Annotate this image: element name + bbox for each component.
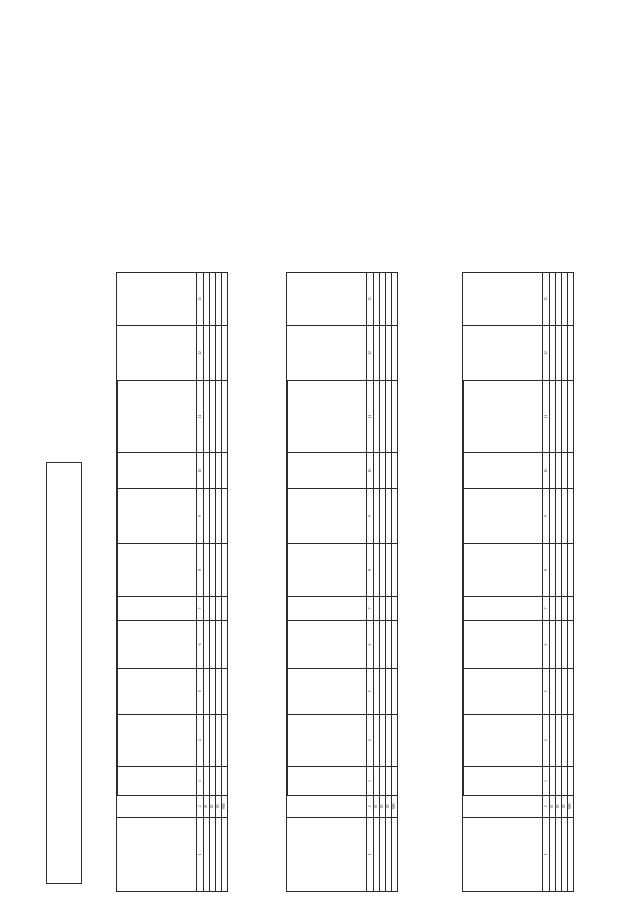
x-mark <box>392 668 398 714</box>
x-mark <box>222 596 228 620</box>
column-number: 8 <box>543 544 550 597</box>
x-mark <box>568 620 574 668</box>
column-number: 2 <box>197 796 204 818</box>
column-header <box>288 453 367 489</box>
table-cell[interactable] <box>222 325 228 380</box>
line-code: 900 <box>568 796 574 818</box>
formula-box <box>46 462 82 884</box>
x-mark <box>222 668 228 714</box>
column-number: 12 <box>367 325 374 380</box>
column-number: 13 <box>367 273 374 326</box>
x-mark <box>222 714 228 767</box>
column-number: 5 <box>367 668 374 714</box>
column-header <box>118 489 197 544</box>
column-header <box>288 714 367 767</box>
column-header <box>117 325 197 380</box>
column-number: 6 <box>197 620 204 668</box>
x-mark <box>568 714 574 767</box>
column-header <box>464 767 543 796</box>
table-cell[interactable] <box>222 381 228 453</box>
column-header <box>288 668 367 714</box>
column-header <box>117 817 197 891</box>
table-cell[interactable] <box>568 273 574 326</box>
column-header <box>288 596 367 620</box>
column-header <box>118 544 197 597</box>
total-label <box>568 817 574 891</box>
column-number: 9 <box>197 489 204 544</box>
x-mark <box>392 596 398 620</box>
line-code: 03 <box>386 796 392 818</box>
x-mark <box>222 620 228 668</box>
x-mark <box>568 767 574 796</box>
column-header <box>464 381 543 453</box>
x-mark <box>568 544 574 597</box>
column-number: 3 <box>197 767 204 796</box>
column-header <box>288 489 367 544</box>
column-number: 2 <box>543 796 550 818</box>
column-number: 2 <box>367 796 374 818</box>
column-header <box>117 273 197 326</box>
line-code: 01 <box>204 796 210 818</box>
column-header <box>464 668 543 714</box>
column-number: 5 <box>543 668 550 714</box>
x-mark <box>392 714 398 767</box>
table-cell[interactable] <box>568 453 574 489</box>
column-header <box>118 596 197 620</box>
column-header <box>463 796 543 818</box>
column-number: 10 <box>197 453 204 489</box>
data-table <box>286 272 398 892</box>
column-number: 4 <box>367 714 374 767</box>
column-header <box>118 453 197 489</box>
x-mark <box>568 489 574 544</box>
x-mark <box>392 767 398 796</box>
table-cell[interactable] <box>222 453 228 489</box>
x-mark <box>392 544 398 597</box>
x-mark <box>568 668 574 714</box>
x-mark <box>222 489 228 544</box>
data-table <box>116 272 228 892</box>
column-header <box>463 273 543 326</box>
column-header <box>464 544 543 597</box>
column-header <box>463 325 543 380</box>
column-header <box>463 817 543 891</box>
total-row <box>222 273 228 892</box>
column-header <box>118 668 197 714</box>
line-code: 02 <box>556 796 562 818</box>
column-number: 3 <box>543 767 550 796</box>
line-code: 02 <box>380 796 386 818</box>
column-header <box>118 767 197 796</box>
line-code: 900 <box>222 796 228 818</box>
line-code: 900 <box>392 796 398 818</box>
column-number: 7 <box>197 596 204 620</box>
x-mark <box>392 620 398 668</box>
table-cell[interactable] <box>392 325 398 380</box>
column-number: 10 <box>543 453 550 489</box>
column-number: 1 <box>543 817 550 891</box>
table-cell[interactable] <box>392 273 398 326</box>
total-row <box>392 273 398 892</box>
column-number: 10 <box>367 453 374 489</box>
column-header <box>288 381 367 453</box>
column-header <box>464 596 543 620</box>
column-number: 12 <box>197 325 204 380</box>
column-header <box>287 817 367 891</box>
column-header <box>118 620 197 668</box>
column-number: 4 <box>543 714 550 767</box>
column-number: 13 <box>543 273 550 326</box>
line-code: 03 <box>562 796 568 818</box>
column-number: 4 <box>197 714 204 767</box>
column-number: 7 <box>543 596 550 620</box>
column-number: 1 <box>197 817 204 891</box>
column-number: 1 <box>367 817 374 891</box>
column-number: 7 <box>367 596 374 620</box>
x-mark <box>222 544 228 597</box>
column-header <box>464 489 543 544</box>
table-cell[interactable] <box>222 273 228 326</box>
column-header <box>118 381 197 453</box>
total-label <box>222 817 228 891</box>
column-number: 11 <box>367 381 374 453</box>
line-code: 01 <box>374 796 380 818</box>
column-number: 11 <box>543 381 550 453</box>
total-row <box>568 273 574 892</box>
column-number: 8 <box>367 544 374 597</box>
column-number: 9 <box>543 489 550 544</box>
table-cell[interactable] <box>392 381 398 453</box>
table-cell[interactable] <box>568 325 574 380</box>
x-mark <box>392 489 398 544</box>
column-header <box>464 620 543 668</box>
table-cell[interactable] <box>568 381 574 453</box>
data-table <box>462 272 574 892</box>
column-number: 11 <box>197 381 204 453</box>
column-header <box>287 325 367 380</box>
line-code: 01 <box>550 796 556 818</box>
column-number: 6 <box>543 620 550 668</box>
line-code: 02 <box>210 796 216 818</box>
table-cell[interactable] <box>392 453 398 489</box>
column-header <box>118 714 197 767</box>
column-number: 6 <box>367 620 374 668</box>
column-number: 12 <box>543 325 550 380</box>
x-mark <box>222 767 228 796</box>
column-header <box>287 273 367 326</box>
column-header <box>288 544 367 597</box>
column-number: 3 <box>367 767 374 796</box>
column-number: 5 <box>197 668 204 714</box>
line-code: 03 <box>216 796 222 818</box>
total-label <box>392 817 398 891</box>
column-header <box>287 796 367 818</box>
x-mark <box>568 596 574 620</box>
column-header <box>117 796 197 818</box>
column-header <box>464 714 543 767</box>
column-number: 13 <box>197 273 204 326</box>
column-number: 8 <box>197 544 204 597</box>
document-sheet <box>10 12 630 892</box>
column-header <box>288 620 367 668</box>
column-header <box>288 767 367 796</box>
column-number: 9 <box>367 489 374 544</box>
column-header <box>464 453 543 489</box>
